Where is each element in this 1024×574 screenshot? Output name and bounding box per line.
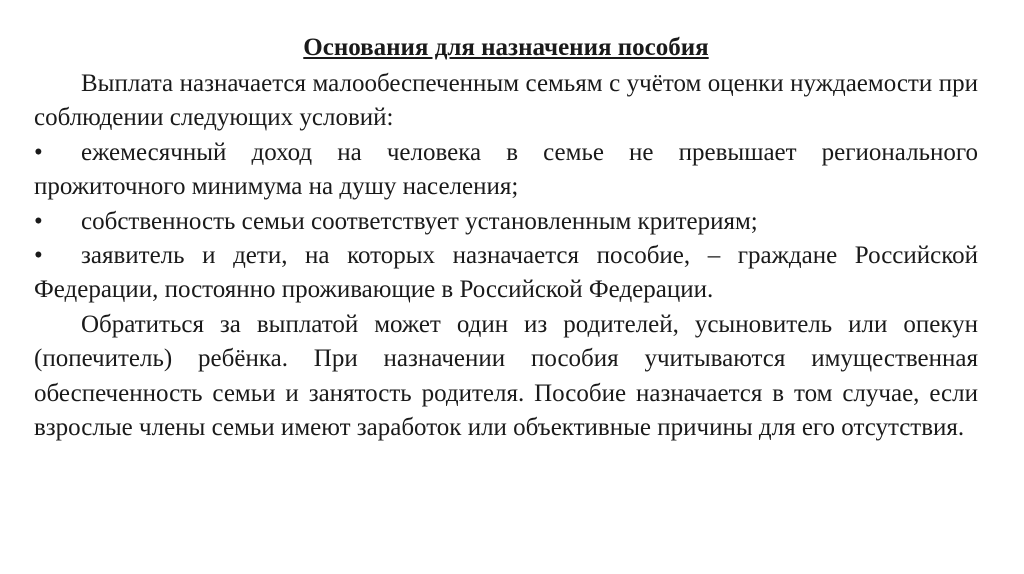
bullet-icon: • — [34, 138, 43, 166]
bullet-icon: • — [34, 242, 43, 270]
condition-item-citizenship — [34, 239, 978, 308]
document-title: Основания для назначения пособия — [303, 34, 709, 61]
condition-text: ежемесячный доход на человека в семье не превышает регионального прожиточного минимума на душу населения; — [34, 138, 978, 201]
condition-item-property — [34, 205, 978, 239]
document-page — [34, 31, 978, 445]
bullet-icon: • — [34, 207, 43, 235]
intro-paragraph: Выплата назначается малообеспеченным семьям с учётом оценки нуждаемости при соблюдении следующих условий: — [34, 70, 978, 132]
closing-paragraph: Обратиться за выплатой может один из родителей, усыновитель или опекун (попечитель) ребёнка. При назначении пособия учитываются имущественная обеспеченность семьи и занятость родителя. Пособие назначается в том случае, если взрослые члены семьи имеют заработок или объективные причины для его отсутствия. — [34, 310, 978, 442]
condition-text: заявитель и дети, на которых назначается пособие, – граждане Российской Федерации, постоянно проживающие в Российской Федерации. — [34, 242, 978, 304]
condition-text: собственность семьи соответствует установленным критериям; — [81, 207, 758, 235]
condition-item-income — [34, 136, 978, 205]
